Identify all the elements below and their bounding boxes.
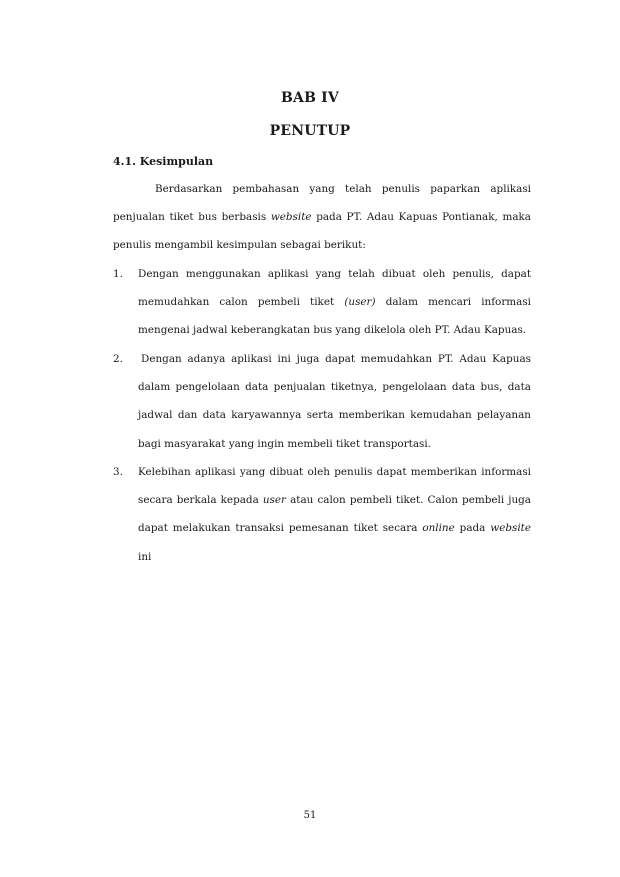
intro-text-2: pada PT. Adau Kapuas Pontianak, maka penulis mengambil kesimpulan sebagai berikut: [113,211,532,252]
list-item [113,458,531,571]
list-item-emphasis: (user) [344,296,376,309]
list-item [113,345,531,458]
list-item-text-part: Dengan menggunakan aplikasi yang telah dibuat oleh penulis, dapat memudahkan calon pembeli tiket [138,268,531,309]
list-item-emphasis: website [490,522,531,535]
list-item-emphasis: user [262,494,286,507]
intro-emphasis-website: website [270,211,312,224]
list-item-number: 1. [113,268,123,280]
list-item-emphasis: online [422,522,455,535]
list-item-text [138,458,531,571]
intro-text-1: Berdasarkan pembahasan yang telah penulis paparkan aplikasi penjualan tiket bus berbasis [113,183,531,224]
chapter-label: BAB IV [280,90,339,106]
list-item [113,260,531,345]
list-item-text [138,345,531,458]
list-item-text-part: pada [454,522,491,535]
list-item-text-part: ini [138,550,152,563]
list-item-text-part: atau calon pembeli tiket. Calon pembeli juga dapat melakukan transaksi pemesanan tiket secara [138,494,531,535]
list-item-text-part: Kelebihan aplikasi yang dibuat oleh penulis dapat memberikan informasi secara berkala kepada [138,466,531,507]
list-item-text-part: Dengan adanya aplikasi ini juga dapat memudahkan PT. Adau Kapuas dalam pengelolaan data penjualan tiketnya, pengelolaan data bus, data jadwal dan data karyawannya serta memberikan kemudahan pelayanan bagi masyarakat yang ingin membeli tiket transportasi. [138,353,531,450]
list-item-text [138,260,531,345]
page-number: 51 [303,810,317,821]
chapter-title: PENUTUP [269,123,351,139]
list-item-text-part: dalam mencari informasi mengenai jadwal keberangkatan bus yang dikelola oleh PT. Adau Kapuas. [138,296,531,337]
intro-paragraph [113,175,531,260]
list-item-number: 3. [113,466,123,478]
section-heading: 4.1. Kesimpulan [113,155,214,168]
list-item-number: 2. [113,353,123,365]
